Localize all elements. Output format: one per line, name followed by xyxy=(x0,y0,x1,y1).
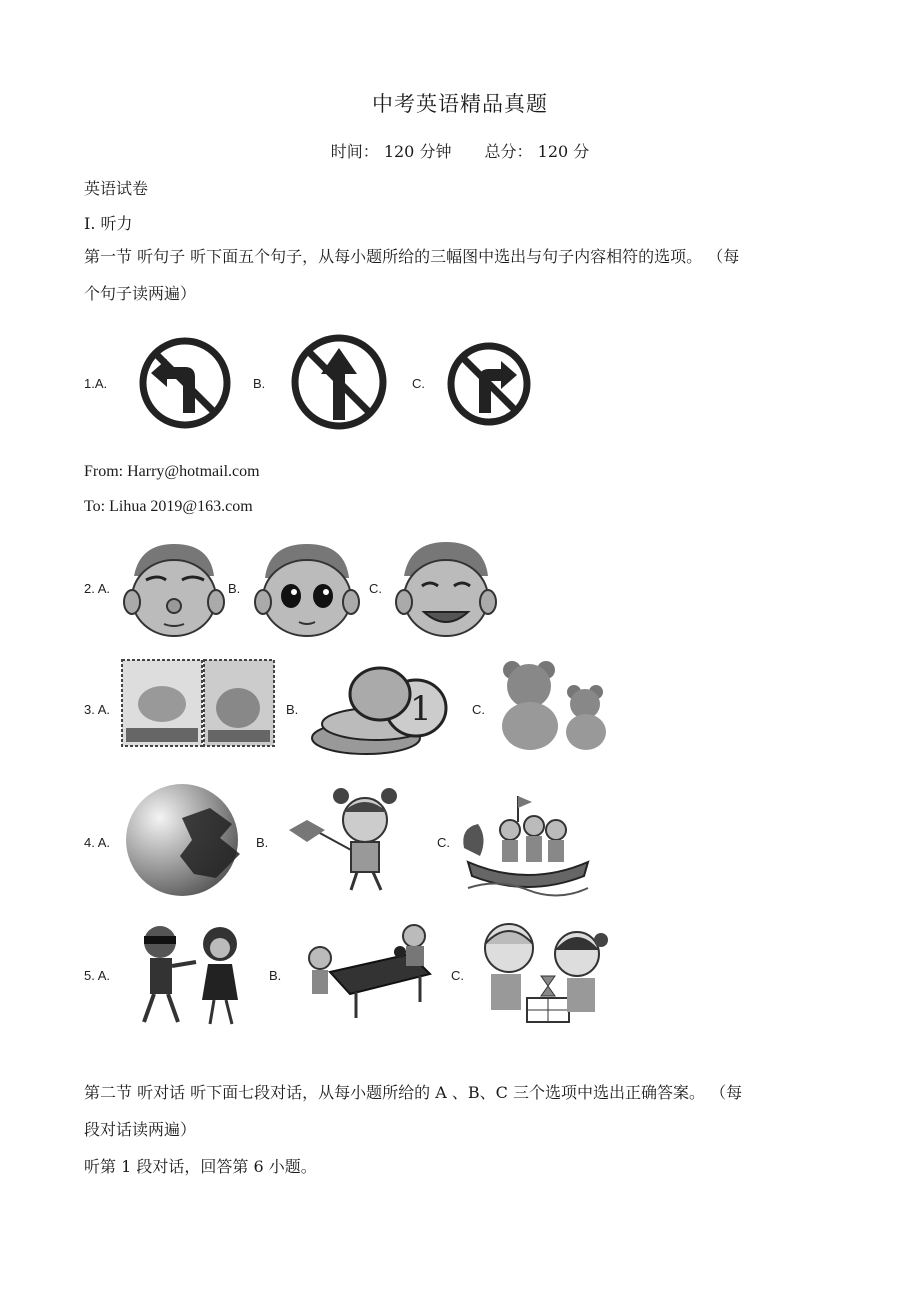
exam-meta xyxy=(0,139,920,162)
q3-option-c-label: C. xyxy=(472,702,485,717)
lantern-girl-image[interactable] xyxy=(277,786,437,896)
section-two-line-2: 段对话读两遍） xyxy=(84,1120,197,1139)
teddy-bears-image[interactable] xyxy=(490,658,622,752)
section-two-line-3: 听第 1 段对话，回答第 6 小题。 xyxy=(84,1157,317,1176)
svg-text:1: 1 xyxy=(410,689,432,729)
email-from: From: Harry@hotmail.com xyxy=(84,463,260,480)
q2-option-b-label: B. xyxy=(228,581,241,596)
email-to: To: Lihua 2019@163.com xyxy=(84,498,253,515)
q2-option-c-label: C. xyxy=(369,581,382,596)
no-straight-sign-image[interactable] xyxy=(273,322,405,442)
section-two-line-1: 第二节 听对话 听下面七段对话，从每小题所给的 A 、B、C 三个选项中选出正确答案。 （每 xyxy=(84,1083,743,1102)
part-heading: Ⅰ. 听力 xyxy=(84,214,133,233)
chess-game-image[interactable] xyxy=(471,914,619,1030)
time-limit: 时间： 120 分钟 xyxy=(330,142,452,161)
moon-festival-image[interactable] xyxy=(120,778,250,900)
q1-option-b-label: B. xyxy=(253,376,266,391)
coins-image[interactable] xyxy=(306,658,471,758)
section-two-instructions xyxy=(84,1074,844,1185)
boy-face-mouth-image[interactable] xyxy=(390,536,502,640)
q4-option-b-label: B. xyxy=(256,835,269,850)
stamps-image[interactable] xyxy=(120,658,278,750)
table-tennis-image[interactable] xyxy=(290,918,450,1028)
boy-face-nose-image[interactable] xyxy=(120,536,228,640)
blindfold-game-image[interactable] xyxy=(120,918,262,1028)
total-score: 总分： 120 分 xyxy=(484,142,590,161)
paper-label: 英语试卷 xyxy=(84,179,149,198)
q3-option-a-label: 3. A. xyxy=(84,702,111,717)
no-right-turn-sign-image[interactable] xyxy=(433,333,545,435)
q1-option-c-label: C. xyxy=(412,376,425,391)
q5-option-c-label: C. xyxy=(451,968,464,983)
q3-option-b-label: B. xyxy=(286,702,299,717)
q4-option-c-label: C. xyxy=(437,835,450,850)
q5-option-b-label: B. xyxy=(269,968,282,983)
section-one-line-1: 第一节 听句子 听下面五个句子，从每小题所给的三幅图中选出与句子内容相符的选项。 （每 xyxy=(84,247,740,266)
q1-option-a-label: 1.A. xyxy=(84,376,108,391)
page-title: 中考英语精品真题 xyxy=(372,92,548,116)
section-one-instructions xyxy=(84,238,844,312)
q2-option-a-label: 2. A. xyxy=(84,581,111,596)
q5-option-a-label: 5. A. xyxy=(84,968,111,983)
dragon-boat-image[interactable] xyxy=(458,778,598,904)
section-one-line-2: 个句子读两遍） xyxy=(84,284,197,303)
q4-option-a-label: 4. A. xyxy=(84,835,111,850)
no-left-turn-sign-image[interactable] xyxy=(117,327,253,439)
boy-face-eyes-image[interactable] xyxy=(247,538,367,640)
